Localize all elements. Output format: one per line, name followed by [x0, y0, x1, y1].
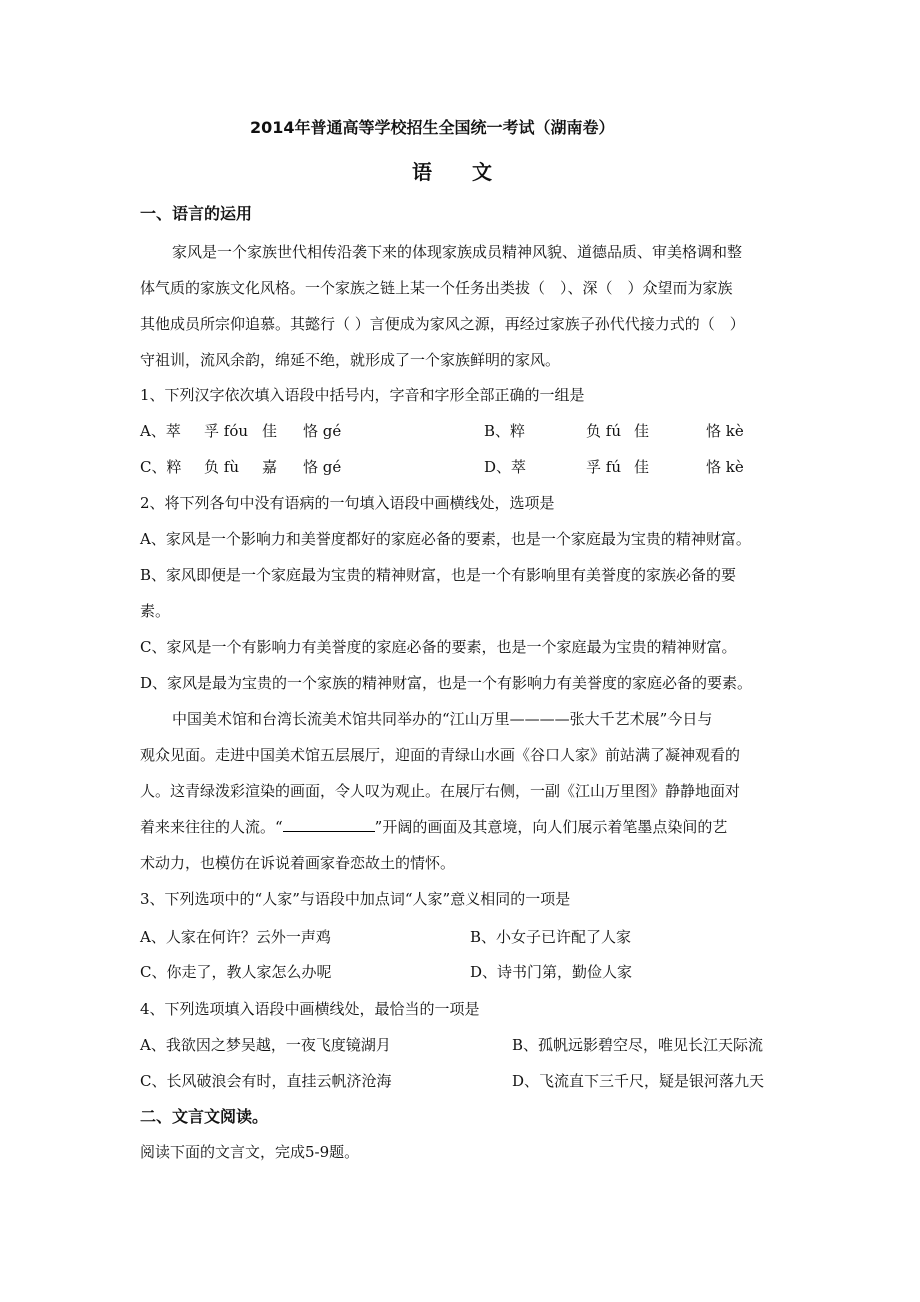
q4-option-d: D、飞流直下三千尺，疑是银河落九天: [512, 1072, 765, 1090]
q3-option-a: A、人家在何许？云外一声鸡: [140, 928, 331, 946]
q2-option-a: A、家风是一个影响力和美誉度都好的家庭必备的要素，也是一个家庭最为宝贵的精神财富。: [140, 530, 751, 548]
q3-option-d: D、诗书门第，勤俭人家: [470, 963, 633, 981]
q1-option-b: B、粹: [484, 422, 526, 440]
q1-option-a-part: 孚 fóu: [204, 422, 249, 440]
q1-option-d-part: 孚 fú: [586, 458, 621, 476]
paragraph-line: 中国美术馆和台湾长流美术馆共同举办的“江山万里————张大千艺术展”今日与: [172, 710, 713, 728]
section-heading-2: 二、文言文阅读。: [140, 1107, 269, 1126]
paragraph-line: 守祖训，流风余韵，绵延不绝，就形成了一个家族鲜明的家风。: [140, 351, 561, 369]
paragraph-line: 人。这青绿泼彩渲染的画面，令人叹为观止。在展厅右侧，一副《江山万里图》静静地面对: [140, 782, 741, 800]
q1-option-b-part: 负 fú: [586, 422, 621, 440]
question-4-stem: 4、下列选项填入语段中画横线处，最恰当的一项是: [140, 1000, 480, 1018]
q4-option-c: C、长风破浪会有时，直挂云帆济沧海: [140, 1072, 392, 1090]
q1-option-a-part: 恪 gé: [303, 422, 342, 440]
q2-option-b-cont: 素。: [140, 602, 171, 620]
q1-option-a: A、萃: [140, 422, 181, 440]
question-1-stem: 1、下列汉字依次填入语段中括号内，字音和字形全部正确的一组是: [140, 386, 585, 404]
text: 着来来往往的人流。“: [140, 818, 283, 836]
q1-option-d-part: 佳: [634, 458, 650, 476]
paragraph-line: 观众见面。走进中国美术馆五层展厅，迎面的青绿山水画《谷口人家》前站满了凝神观看的: [140, 746, 741, 764]
text: ”开阔的画面及其意境，向人们展示着笔墨点染间的艺: [374, 818, 728, 836]
q2-option-d: D、家风是最为宝贵的一个家族的精神财富，也是一个有影响力有美誉度的家庭必备的要素。: [140, 674, 753, 692]
q1-option-c-part: 负 fù: [204, 458, 239, 476]
q2-option-c: C、家风是一个有影响力有美誉度的家庭必备的要素，也是一个家庭最为宝贵的精神财富。: [140, 638, 737, 656]
paragraph-line: 术动力，也模仿在诉说着画家眷恋故土的情怀。: [140, 854, 456, 872]
question-3-stem: 3、下列选项中的“人家”与语段中加点词“人家”意义相同的一项是: [140, 890, 571, 908]
subject-title: 语 文: [412, 160, 492, 184]
paragraph-line: 家风是一个家族世代相传沿袭下来的体现家族成员精神风貌、道德品质、审美格调和整: [172, 243, 743, 261]
reading-instruction: 阅读下面的文言文，完成5-9题。: [140, 1143, 360, 1161]
paragraph-line: 体气质的家族文化风格。一个家族之链上某一个任务出类拔（ ）、深（ ）众望而为家族: [140, 279, 733, 297]
paragraph-line: [140, 817, 727, 837]
q1-option-b-part: 佳: [634, 422, 650, 440]
q1-option-c-part: 恪 gé: [303, 458, 342, 476]
paragraph-line: 其他成员所宗仰追慕。其懿行（ ）言便成为家风之源，再经过家族子孙代代接力式的（ ）: [140, 315, 745, 333]
q1-option-c-part: 嘉: [262, 458, 278, 476]
q3-option-b: B、小女子已许配了人家: [470, 928, 632, 946]
q1-option-d: D、萃: [484, 458, 527, 476]
q1-option-d-part: 恪 kè: [706, 458, 744, 476]
q3-option-c: C、你走了，教人家怎么办呢: [140, 963, 332, 981]
q1-option-a-part: 佳: [262, 422, 278, 440]
q4-option-a: A、我欲因之梦吴越，一夜飞度镜湖月: [140, 1036, 391, 1054]
q1-option-b-part: 恪 kè: [706, 422, 744, 440]
section-heading-1: 一、语言的运用: [140, 204, 253, 223]
q4-option-b: B、孤帆远影碧空尽，唯见长江天际流: [512, 1036, 764, 1054]
fill-blank: [283, 817, 375, 832]
exam-title: 2014年普通高等学校招生全国统一考试（湖南卷）: [250, 118, 615, 137]
q2-option-b: B、家风即便是一个家庭最为宝贵的精神财富，也是一个有影响里有美誉度的家族必备的要: [140, 566, 737, 584]
question-2-stem: 2、将下列各句中没有语病的一句填入语段中画横线处，选项是: [140, 494, 555, 512]
q1-option-c: C、粹: [140, 458, 182, 476]
